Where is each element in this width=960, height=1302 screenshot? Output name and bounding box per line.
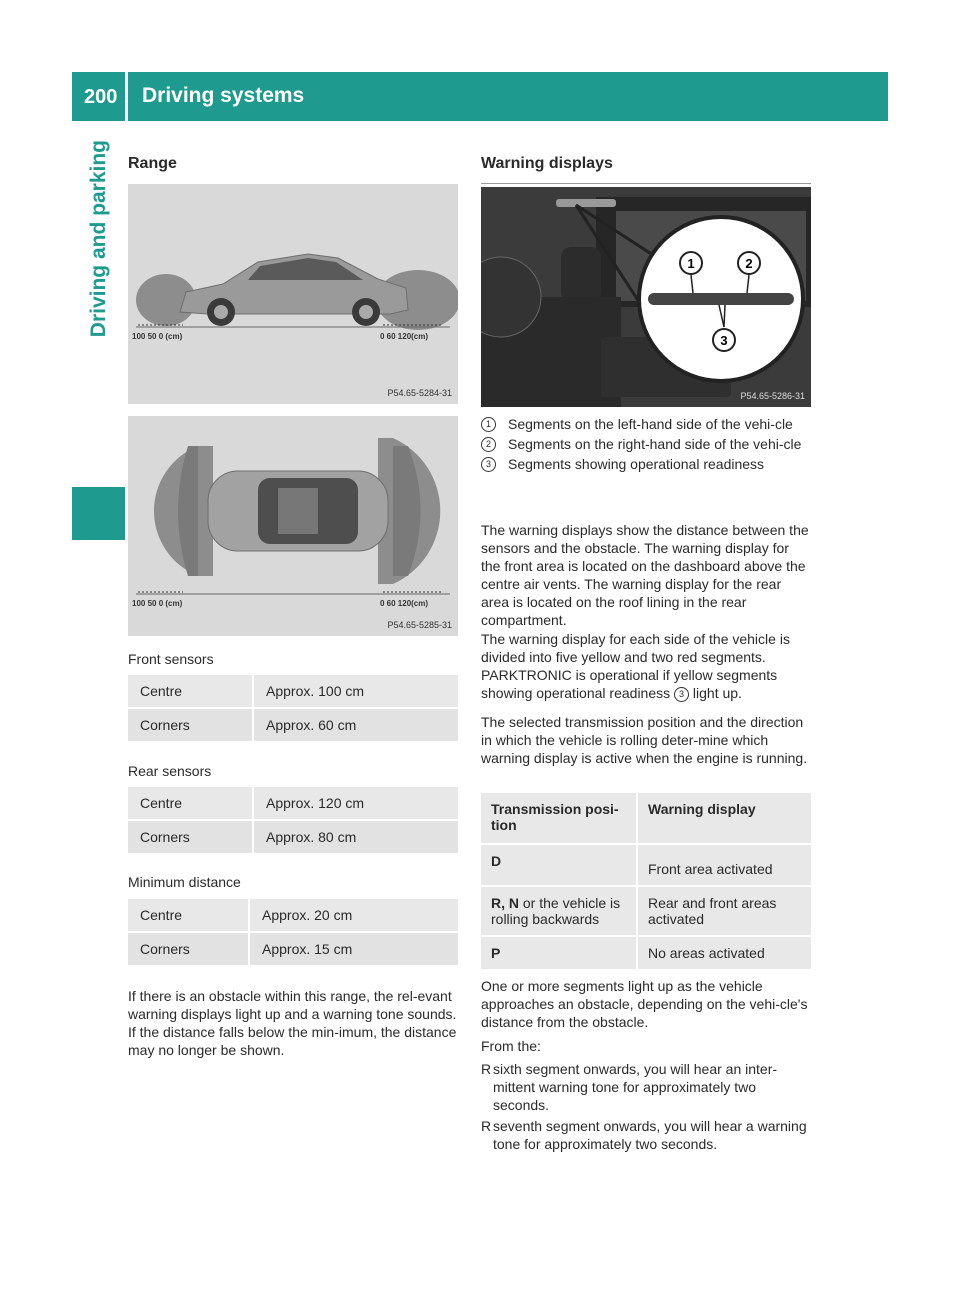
figure-code: P54.65-5284-31 (387, 388, 452, 398)
page-number: 200 (84, 86, 118, 108)
side-tab-marker (72, 487, 125, 540)
display-cell: Rear and front areas activated (638, 887, 811, 935)
paragraph: One or more segments light up as the vehicle approaches an obstacle, depending on the vehi-cle's distance from the obstacle. (481, 978, 808, 1030)
legend-item (481, 415, 811, 433)
legend-item (481, 435, 811, 453)
column-header: Transmission posi-tion (481, 793, 638, 843)
minimum-distance-label: Minimum distance (128, 874, 241, 890)
minimum-distance-table (128, 897, 458, 967)
range-top-view-figure (128, 416, 458, 636)
transmission-cell (481, 887, 638, 935)
table-row (481, 845, 811, 885)
paragraph: From the: (481, 1038, 541, 1054)
callout-3: 3 (720, 333, 728, 348)
legend-number: 3 (481, 457, 496, 472)
bullet-icon: R (481, 1061, 492, 1077)
inline-callout: 3 (674, 687, 689, 702)
table-row (128, 821, 458, 853)
side-view-illustration (128, 184, 458, 404)
list-item (481, 1117, 811, 1153)
range-title: Range (128, 155, 177, 172)
zone-cell: Centre (128, 675, 254, 707)
table-row (481, 937, 811, 969)
transmission-text: or the vehicle is rolling backwards (491, 895, 621, 927)
table-row (481, 887, 811, 935)
table-row (128, 709, 458, 741)
header-bar (72, 72, 888, 121)
value-cell: Approx. 80 cm (254, 821, 458, 853)
paragraph-text: The warning display for each side of the vehicle is divided into five yellow and two red segments. PARKTRONIC is operational if yellow segments showing operational readiness (481, 631, 790, 701)
range-side-view-figure (128, 184, 458, 404)
list-item-text: sixth segment onwards, you will hear an inter-mittent warning tone for approximately two seconds. (493, 1061, 778, 1113)
legend-item (481, 455, 811, 473)
list-item (481, 1060, 811, 1114)
table-row (128, 899, 458, 931)
scale-right: 0 60 120(cm) (380, 599, 429, 608)
callout-1: 1 (687, 256, 695, 271)
callout-2: 2 (745, 256, 753, 271)
legend-number: 2 (481, 437, 496, 452)
dashboard-illustration (481, 187, 811, 407)
transmission-cell (481, 937, 638, 969)
value-cell: Approx. 100 cm (254, 675, 458, 707)
zone-cell: Centre (128, 899, 250, 931)
paragraph-text: light up. (689, 685, 742, 701)
figure-code: P54.65-5285-31 (387, 620, 452, 630)
bullet-list (481, 1060, 811, 1156)
rear-sensors-label: Rear sensors (128, 763, 212, 779)
column-header: Warning display (638, 793, 811, 843)
bullet-icon: R (481, 1118, 492, 1134)
figure-code: P54.65-5286-31 (740, 391, 805, 401)
side-tab-label: Driving and parking (87, 140, 110, 338)
front-sensors-table (128, 673, 458, 743)
list-item-text: seventh segment onwards, you will hear a warning tone for approximately two seconds. (493, 1118, 807, 1152)
transmission-table (481, 791, 811, 971)
paragraph: The warning displays show the distance between the sensors and the obstacle. The warning display for the front area is located on the dashboard above the centre air vents. The warning display for the rear area is located on the roof lining in the rear compartment. (481, 522, 809, 628)
warning-displays-title: Warning displays (481, 155, 811, 184)
display-cell: Front area activated (638, 845, 811, 885)
zone-cell: Corners (128, 709, 254, 741)
transmission-code: D (491, 853, 502, 869)
value-cell: Approx. 20 cm (250, 899, 458, 931)
range-note: If there is an obstacle within this range, the rel-evant warning displays light up and a warning tone sounds. If the distance falls below the min-imum, the distance may no longer be shown. (128, 988, 457, 1058)
scale-right: 0 60 120(cm) (380, 332, 429, 341)
legend-text: Segments on the left-hand side of the vehi-cle (508, 416, 793, 432)
legend-text: Segments showing operational readiness (508, 456, 765, 472)
zone-cell: Corners (128, 821, 254, 853)
header-divider (125, 72, 128, 121)
page-title: Driving systems (142, 84, 305, 107)
paragraph (481, 630, 811, 702)
table-row (128, 787, 458, 819)
value-cell: Approx. 60 cm (254, 709, 458, 741)
rear-sensors-table (128, 785, 458, 855)
paragraph: The selected transmission position and the direction in which the vehicle is rolling deter-mine which warning display is active when the engine is running. (481, 714, 808, 766)
table-row (128, 933, 458, 965)
front-sensors-label: Front sensors (128, 651, 214, 667)
warning-display-figure (481, 187, 811, 407)
table-row (128, 675, 458, 707)
figure-legend (481, 415, 811, 475)
value-cell: Approx. 15 cm (250, 933, 458, 965)
value-cell: Approx. 120 cm (254, 787, 458, 819)
scale-left: 100 50 0 (cm) (132, 599, 183, 608)
display-cell: No areas activated (638, 937, 811, 969)
zone-cell: Centre (128, 787, 254, 819)
transmission-cell (481, 845, 638, 885)
table-header-row (481, 793, 811, 843)
transmission-code: P (491, 945, 501, 961)
side-tab (72, 130, 125, 475)
zone-cell: Corners (128, 933, 250, 965)
scale-left: 100 50 0 (cm) (132, 332, 183, 341)
legend-text: Segments on the right-hand side of the vehi-cle (508, 436, 802, 452)
transmission-code: R, N (491, 895, 519, 911)
legend-number: 1 (481, 417, 496, 432)
